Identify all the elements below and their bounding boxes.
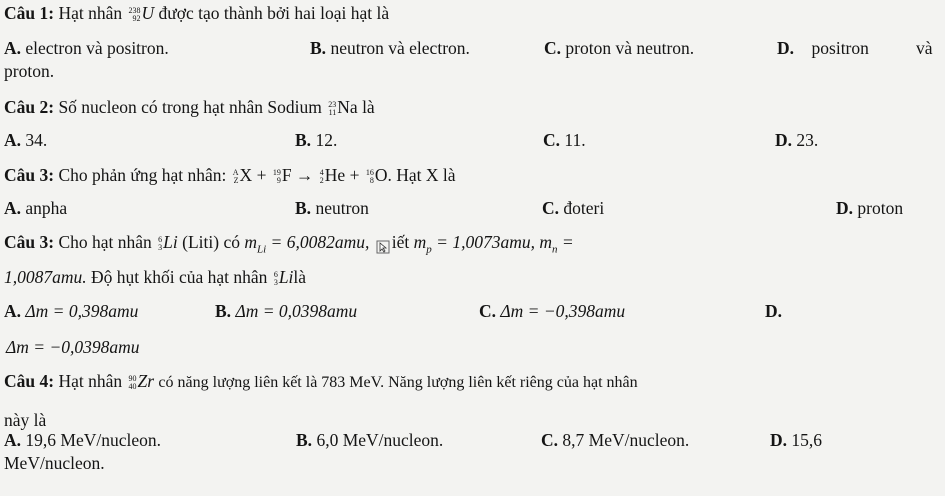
q1-mass-number: 238 <box>128 5 141 15</box>
q4-atomic-number: 40 <box>128 381 137 391</box>
q3a-text-post: Hạt X là <box>396 165 456 185</box>
option-letter: C. <box>542 198 560 218</box>
q4-text-pre: Hạt nhân <box>58 371 123 391</box>
q3b-line2-text: Độ hụt khối của hạt nhân <box>91 267 268 287</box>
q3b-line2-mass: 6 <box>273 269 278 279</box>
option-text: 8,7 MeV/nucleon. <box>562 430 690 450</box>
q4-nuclide-numbers <box>129 375 137 391</box>
mass-li-subscript: Li <box>256 243 267 256</box>
q4-mass-number: 90 <box>128 373 137 383</box>
option-text: Δm = 0,398amu <box>25 301 139 321</box>
q3b-text-pre: Cho hạt nhân <box>58 232 152 252</box>
reaction-he-mass: 4 <box>319 167 324 177</box>
option-text: 11. <box>564 130 586 150</box>
option-letter: B. <box>215 301 232 321</box>
mass-p-value: = 1,0073amu, <box>436 232 535 252</box>
q4-option-b[interactable] <box>296 429 443 451</box>
q1-label: Câu 1: <box>4 3 55 23</box>
option-text: 6,0 MeV/nucleon. <box>316 430 444 450</box>
q1-nuclide-symbol: U <box>141 3 155 23</box>
q1-option-d[interactable] <box>777 37 869 59</box>
option-letter: C. <box>544 38 562 58</box>
option-letter: D. <box>777 38 795 58</box>
option-text: 19,6 MeV/nucleon. <box>25 430 161 450</box>
option-letter: A. <box>4 198 22 218</box>
option-text: neutron <box>315 198 369 218</box>
q3b-option-c[interactable] <box>479 300 625 322</box>
q2-nuclide-symbol: Na <box>337 97 358 117</box>
option-text: 12. <box>315 130 338 150</box>
q3b-text-biet: iết <box>391 232 410 252</box>
q3a-text-pre: Cho phản ứng hạt nhân: <box>58 165 227 185</box>
q4-option-d[interactable] <box>770 429 822 451</box>
option-text: 15,6 <box>791 430 823 450</box>
q3b-nuclide-symbol: Li <box>163 232 178 252</box>
option-letter: D. <box>770 430 788 450</box>
q4-text-post: có năng lượng liên kết là 783 MeV. Năng lượng liên kết riêng của hạt nhân <box>158 374 638 391</box>
q3b-option-d[interactable] <box>765 300 782 322</box>
q4-option-d-wrap: MeV/nucleon. <box>4 453 105 473</box>
option-text: Δm = 0,0398amu <box>235 301 358 321</box>
mass-p-subscript: p <box>426 243 432 256</box>
q4-stem <box>4 370 638 394</box>
q3b-option-a[interactable] <box>4 300 138 322</box>
q2-stem <box>4 96 375 118</box>
reaction-x-symbol: X <box>239 165 253 185</box>
q3a-option-d[interactable] <box>836 197 903 219</box>
q2-option-a[interactable] <box>4 129 47 151</box>
option-letter: A. <box>4 430 22 450</box>
q2-option-c[interactable] <box>543 129 586 151</box>
q4-option-c[interactable] <box>541 429 689 451</box>
q1-nuclide-numbers <box>129 7 141 23</box>
option-letter: A. <box>4 38 22 58</box>
reaction-f-numbers <box>273 169 281 185</box>
option-letter: D. <box>775 130 793 150</box>
reaction-f-mass: 19 <box>272 167 281 177</box>
q3b-atomic-number: 3 <box>158 242 163 252</box>
reaction-arrow: → <box>295 165 314 185</box>
reaction-x-numbers <box>233 169 239 185</box>
q3b-option-d-wrap <box>6 336 140 358</box>
q4-option-a[interactable] <box>4 429 161 451</box>
q3b-mass-number: 6 <box>158 234 163 244</box>
option-d-value: Δm = −0,0398amu <box>6 337 140 357</box>
q2-option-b[interactable] <box>295 129 337 151</box>
q3b-stem-line2 <box>4 266 306 288</box>
q1-stem <box>4 2 389 24</box>
option-text: 23. <box>796 130 819 150</box>
q3b-line2-end: là <box>293 267 307 287</box>
mass-p-symbol: m <box>413 232 427 252</box>
q2-nuclide-numbers <box>328 101 336 117</box>
reaction-he-symbol: He <box>324 165 346 185</box>
q3b-text-mid: (Liti) có <box>182 232 240 252</box>
q2-atomic-number: 11 <box>328 107 337 117</box>
q3a-option-c[interactable] <box>542 197 604 219</box>
reaction-he-atomic: 2 <box>319 175 324 185</box>
option-letter: B. <box>295 198 312 218</box>
q1-option-c[interactable] <box>544 37 694 59</box>
mass-n-subscript: n <box>551 243 558 256</box>
option-letter: B. <box>295 130 312 150</box>
option-text: đoteri <box>563 198 605 218</box>
q3b-option-b[interactable] <box>215 300 357 322</box>
q2-option-d[interactable] <box>775 129 818 151</box>
mass-li-value: = 6,0082amu, <box>270 232 370 252</box>
q2-label: Câu 2: <box>4 97 55 117</box>
q1-option-d-wrap: proton. <box>4 61 55 81</box>
option-letter: A. <box>4 301 22 321</box>
option-letter: C. <box>541 430 559 450</box>
q4-nuclide-symbol: Zr <box>137 371 155 391</box>
q3a-stem <box>4 164 456 186</box>
mass-n-value: 1,0087amu. <box>4 267 87 287</box>
q3a-label: Câu 3: <box>4 165 55 185</box>
reaction-o-numbers <box>366 169 374 185</box>
option-letter: B. <box>310 38 327 58</box>
q2-mass-number: 23 <box>328 99 337 109</box>
option-text: neutron và electron. <box>330 38 470 58</box>
q1-text-post: được tạo thành bởi hai loại hạt là <box>158 3 390 23</box>
option-text: proton và neutron. <box>565 38 695 58</box>
q3a-option-a[interactable] <box>4 197 67 219</box>
reaction-x-mass: A <box>232 167 239 177</box>
q3b-nuclide-numbers <box>158 236 162 252</box>
q3a-option-b[interactable] <box>295 197 369 219</box>
option-letter: D. <box>765 301 783 321</box>
option-letter: C. <box>479 301 497 321</box>
q4-stem-line2: này là <box>4 410 47 430</box>
reaction-o-atomic: 8 <box>369 175 374 185</box>
reaction-plus: + <box>256 165 267 185</box>
option-text: positron <box>811 38 869 58</box>
cursor-icon <box>376 237 390 251</box>
q2-text-pre: Số nucleon có trong hạt nhân Sodium <box>58 97 322 117</box>
q3b-stem <box>4 231 574 261</box>
q2-text-post: là <box>362 97 375 117</box>
reaction-f-symbol: F <box>281 165 292 185</box>
option-letter: C. <box>543 130 561 150</box>
reaction-plus: + <box>349 165 360 185</box>
option-text: Δm = −0,398amu <box>500 301 626 321</box>
q3b-line2-symbol: Li <box>278 267 294 287</box>
mass-n-symbol: m <box>539 232 552 252</box>
reaction-f-atomic: 9 <box>276 175 281 185</box>
mass-li-symbol: m <box>244 232 257 252</box>
q1-option-a[interactable] <box>4 37 169 59</box>
reaction-o-symbol: O. <box>374 165 392 185</box>
option-text: electron và positron. <box>25 38 169 58</box>
mass-n-equals: = <box>561 232 574 252</box>
option-text: 34. <box>25 130 48 150</box>
q1-option-d-extra: và <box>916 38 933 58</box>
reaction-he-numbers <box>320 169 324 185</box>
q1-option-b[interactable] <box>310 37 470 59</box>
q1-atomic-number: 92 <box>132 13 141 23</box>
option-text: proton <box>857 198 904 218</box>
q3b-line2-atomic: 3 <box>273 277 278 287</box>
q1-text-pre: Hạt nhân <box>58 3 123 23</box>
option-text: anpha <box>25 198 68 218</box>
option-letter: D. <box>836 198 854 218</box>
q4-label: Câu 4: <box>4 371 55 391</box>
option-letter: A. <box>4 130 22 150</box>
q3b-line2-nuclide-numbers <box>274 271 278 287</box>
option-letter: B. <box>296 430 313 450</box>
reaction-x-atomic: Z <box>233 175 239 185</box>
q3b-label: Câu 3: <box>4 232 55 252</box>
reaction-o-mass: 16 <box>365 167 374 177</box>
